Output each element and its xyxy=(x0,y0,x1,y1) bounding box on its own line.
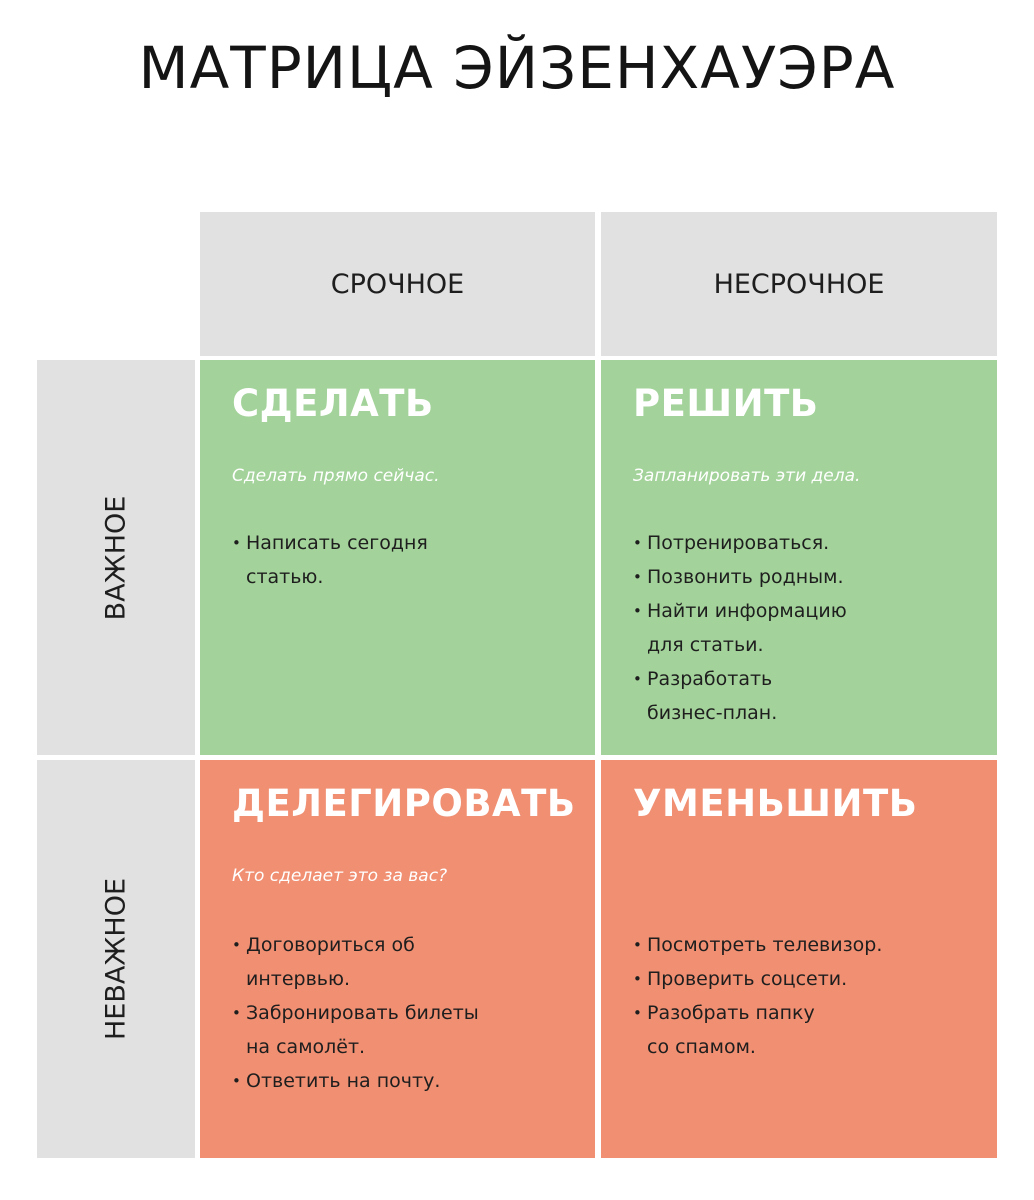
quadrant-reduce xyxy=(601,760,997,1158)
quadrant-reduce-list xyxy=(633,928,882,1064)
quadrant-do xyxy=(200,360,595,755)
list-item: • Позвонить родным. xyxy=(633,560,847,594)
list-item: • Посмотреть телевизор. xyxy=(633,928,882,962)
quadrant-decide xyxy=(601,360,997,755)
list-item: • Договориться об интервью. xyxy=(232,928,479,996)
row-header-important xyxy=(37,360,195,755)
list-item: • Потренироваться. xyxy=(633,526,847,560)
column-header-not-urgent xyxy=(601,212,997,356)
quadrant-do-subtitle: Сделать прямо сейчас. xyxy=(232,466,440,486)
list-item: • Написать сегодня статью. xyxy=(232,526,428,594)
quadrant-do-list xyxy=(232,526,428,594)
row-header-important-label: ВАЖНОЕ xyxy=(100,495,132,620)
column-header-urgent-label: СРОЧНОЕ xyxy=(330,268,465,300)
quadrant-delegate-subtitle: Кто сделает это за вас? xyxy=(232,866,448,886)
quadrant-delegate-title: ДЕЛЕГИРОВАТЬ xyxy=(232,782,576,825)
list-item: • Забронировать билеты на самолёт. xyxy=(232,996,479,1064)
row-header-not-important xyxy=(37,760,195,1158)
list-item: • Разобрать папку со спамом. xyxy=(633,996,882,1064)
page-title: МАТРИЦА ЭЙЗЕНХАУЭРА xyxy=(138,34,896,102)
column-header-not-urgent-label: НЕСРОЧНОЕ xyxy=(713,268,885,300)
quadrant-do-title: СДЕЛАТЬ xyxy=(232,382,434,425)
list-item: • Найти информацию для статьи. xyxy=(633,594,847,662)
quadrant-decide-subtitle: Запланировать эти дела. xyxy=(633,466,861,486)
quadrant-decide-title: РЕШИТЬ xyxy=(633,382,819,425)
quadrant-decide-list xyxy=(633,526,847,730)
column-header-urgent xyxy=(200,212,595,356)
list-item: • Ответить на почту. xyxy=(232,1064,479,1098)
list-item: • Разработать бизнес-план. xyxy=(633,662,847,730)
quadrant-reduce-title: УМЕНЬШИТЬ xyxy=(633,782,918,825)
quadrant-delegate-list xyxy=(232,928,479,1098)
list-item: • Проверить соцсети. xyxy=(633,962,882,996)
row-header-not-important-label: НЕВАЖНОЕ xyxy=(100,877,132,1041)
quadrant-delegate xyxy=(200,760,595,1158)
